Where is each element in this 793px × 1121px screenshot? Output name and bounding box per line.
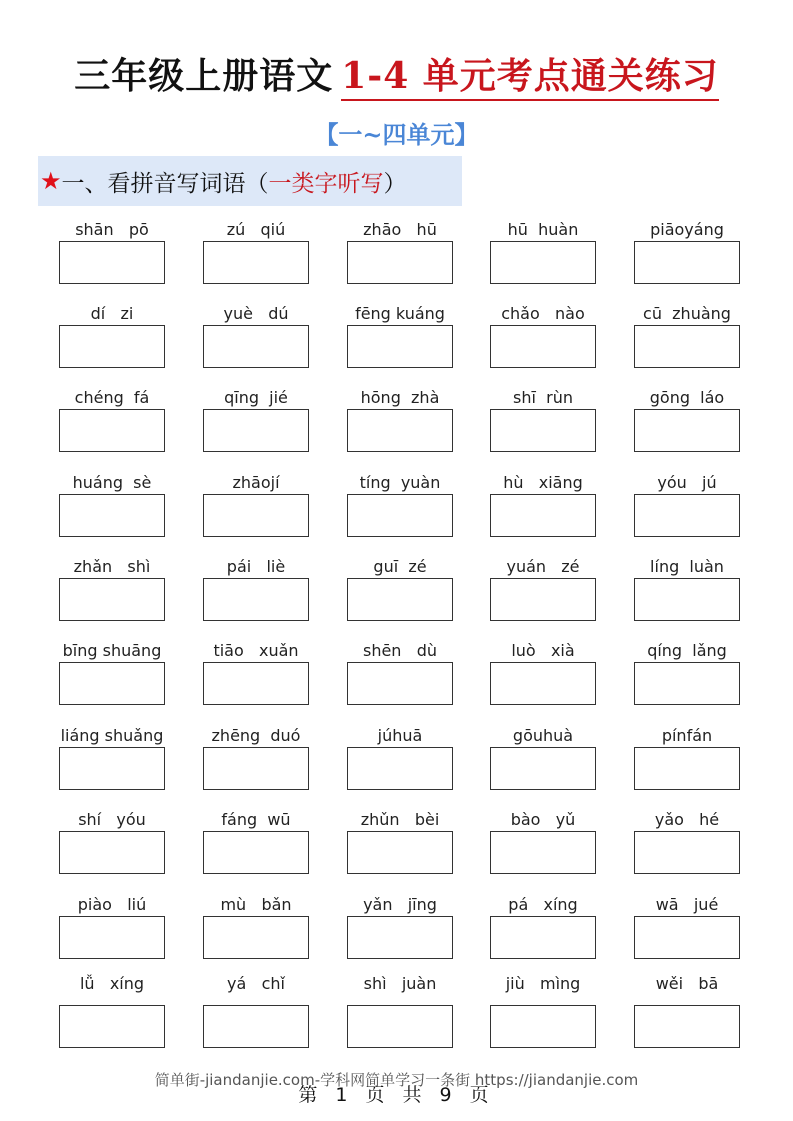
answer-box[interactable] xyxy=(634,916,740,959)
pinyin-label: yuán zé xyxy=(506,557,580,576)
answer-box[interactable] xyxy=(347,325,453,368)
answer-box[interactable] xyxy=(59,241,165,284)
answer-box[interactable] xyxy=(490,747,596,790)
pinyin-label: tíng yuàn xyxy=(359,473,441,492)
answer-box[interactable] xyxy=(59,325,165,368)
answer-box[interactable] xyxy=(490,662,596,705)
answer-box[interactable] xyxy=(59,494,165,537)
pinyin-label: dí zi xyxy=(90,304,134,323)
answer-box[interactable] xyxy=(347,409,453,452)
pinyin-label: qíng lǎng xyxy=(647,641,727,660)
pinyin-label: qīng jié xyxy=(224,388,288,407)
answer-box[interactable] xyxy=(203,494,309,537)
answer-box[interactable] xyxy=(490,241,596,284)
pinyin-label: shì juàn xyxy=(363,974,437,993)
answer-box[interactable] xyxy=(203,325,309,368)
pinyin-label: liáng shuǎng xyxy=(60,726,164,745)
answer-box[interactable] xyxy=(634,1005,740,1048)
answer-box[interactable] xyxy=(634,747,740,790)
answer-box[interactable] xyxy=(59,578,165,621)
answer-box[interactable] xyxy=(490,494,596,537)
answer-box[interactable] xyxy=(59,662,165,705)
pinyin-label: fáng wū xyxy=(221,810,291,829)
pinyin-label: zhāojí xyxy=(232,473,280,492)
pinyin-label: gōng láo xyxy=(649,388,725,407)
title-topic: 1-4 单元考点通关练习 xyxy=(341,55,719,101)
answer-box[interactable] xyxy=(634,662,740,705)
answer-box[interactable] xyxy=(490,325,596,368)
answer-box[interactable] xyxy=(347,241,453,284)
watermark: 简单街-jiandanjie.com-学科网简单学习一条街 https://jiandanjie.com xyxy=(154,1071,639,1089)
answer-box[interactable] xyxy=(203,241,309,284)
pinyin-label: líng luàn xyxy=(650,557,724,576)
unit-range: 【一~四单元】 xyxy=(314,120,479,149)
answer-box[interactable] xyxy=(347,662,453,705)
pinyin-label: zhǔn bèi xyxy=(360,810,440,829)
answer-box[interactable] xyxy=(59,747,165,790)
section-heading xyxy=(38,156,462,206)
answer-box[interactable] xyxy=(634,831,740,874)
pinyin-label: cū zhuàng xyxy=(643,304,731,323)
answer-box[interactable] xyxy=(203,1005,309,1048)
answer-box[interactable] xyxy=(347,831,453,874)
answer-box[interactable] xyxy=(203,916,309,959)
star-icon: ★ xyxy=(40,167,62,195)
pinyin-label: zhēng duó xyxy=(211,726,301,745)
answer-box[interactable] xyxy=(347,494,453,537)
answer-box[interactable] xyxy=(347,916,453,959)
pinyin-label: piào liú xyxy=(77,895,147,914)
answer-box[interactable] xyxy=(59,1005,165,1048)
pinyin-label: zhǎn shì xyxy=(73,557,151,576)
pinyin-label: bào yǔ xyxy=(510,810,576,829)
pinyin-label: lǚ xíng xyxy=(79,974,145,993)
answer-box[interactable] xyxy=(347,1005,453,1048)
pinyin-label: shī rùn xyxy=(513,388,573,407)
pinyin-label: shān pō xyxy=(75,220,149,239)
answer-box[interactable] xyxy=(634,578,740,621)
section-title: 一、看拼音写词语（ xyxy=(61,170,269,197)
pinyin-label: piāoyáng xyxy=(650,220,724,239)
pinyin-label: hù xiāng xyxy=(503,473,583,492)
answer-box[interactable] xyxy=(347,578,453,621)
answer-box[interactable] xyxy=(203,747,309,790)
answer-box[interactable] xyxy=(490,916,596,959)
section-title-highlight: 一类字听写 xyxy=(268,170,384,197)
pinyin-label: pá xíng xyxy=(508,895,578,914)
pinyin-label: chǎo nào xyxy=(501,304,585,323)
answer-box[interactable] xyxy=(634,409,740,452)
answer-box[interactable] xyxy=(203,831,309,874)
pinyin-label: luò xià xyxy=(511,641,575,660)
answer-box[interactable] xyxy=(59,831,165,874)
page-number: 第 1 页 共 9 页 xyxy=(298,1084,495,1106)
pinyin-label: hū huàn xyxy=(507,220,579,239)
answer-box[interactable] xyxy=(203,662,309,705)
pinyin-label: chéng fá xyxy=(74,388,150,407)
answer-box[interactable] xyxy=(490,409,596,452)
answer-box[interactable] xyxy=(59,409,165,452)
pinyin-label: huáng sè xyxy=(72,473,152,492)
page-title xyxy=(0,48,793,99)
answer-box[interactable] xyxy=(347,747,453,790)
pinyin-label: yǎo hé xyxy=(654,810,720,829)
pinyin-label: shēn dù xyxy=(362,641,437,660)
pinyin-label: wā jué xyxy=(655,895,719,914)
title-grade: 三年级上册语文 xyxy=(74,55,334,97)
pinyin-label: shí yóu xyxy=(78,810,146,829)
answer-box[interactable] xyxy=(203,409,309,452)
answer-box[interactable] xyxy=(59,916,165,959)
pinyin-label: hōng zhà xyxy=(360,388,440,407)
pinyin-label: wěi bā xyxy=(655,974,719,993)
pinyin-label: yá chǐ xyxy=(227,974,285,993)
pinyin-label: bīng shuāng xyxy=(62,641,162,660)
pinyin-label: zú qiú xyxy=(226,220,286,239)
pinyin-label: yǎn jīng xyxy=(363,895,437,914)
answer-box[interactable] xyxy=(203,578,309,621)
pinyin-label: pái liè xyxy=(226,557,286,576)
pinyin-label: pínfán xyxy=(661,726,713,745)
pinyin-label: gōuhuà xyxy=(512,726,574,745)
answer-box[interactable] xyxy=(490,578,596,621)
pinyin-label: yuè dú xyxy=(223,304,289,323)
answer-box[interactable] xyxy=(634,325,740,368)
pinyin-label: mù bǎn xyxy=(220,895,292,914)
pinyin-label: fēng kuáng xyxy=(355,304,445,323)
pinyin-label: tiāo xuǎn xyxy=(213,641,299,660)
answer-box[interactable] xyxy=(634,494,740,537)
section-title-end: ） xyxy=(383,170,407,197)
pinyin-label: zhāo hū xyxy=(363,220,437,239)
answer-box[interactable] xyxy=(634,241,740,284)
pinyin-label: jiù mìng xyxy=(505,974,581,993)
answer-box[interactable] xyxy=(490,831,596,874)
pinyin-label: júhuā xyxy=(377,726,423,745)
pinyin-label: guī zé xyxy=(373,557,427,576)
pinyin-label: yóu jú xyxy=(657,473,717,492)
answer-box[interactable] xyxy=(490,1005,596,1048)
